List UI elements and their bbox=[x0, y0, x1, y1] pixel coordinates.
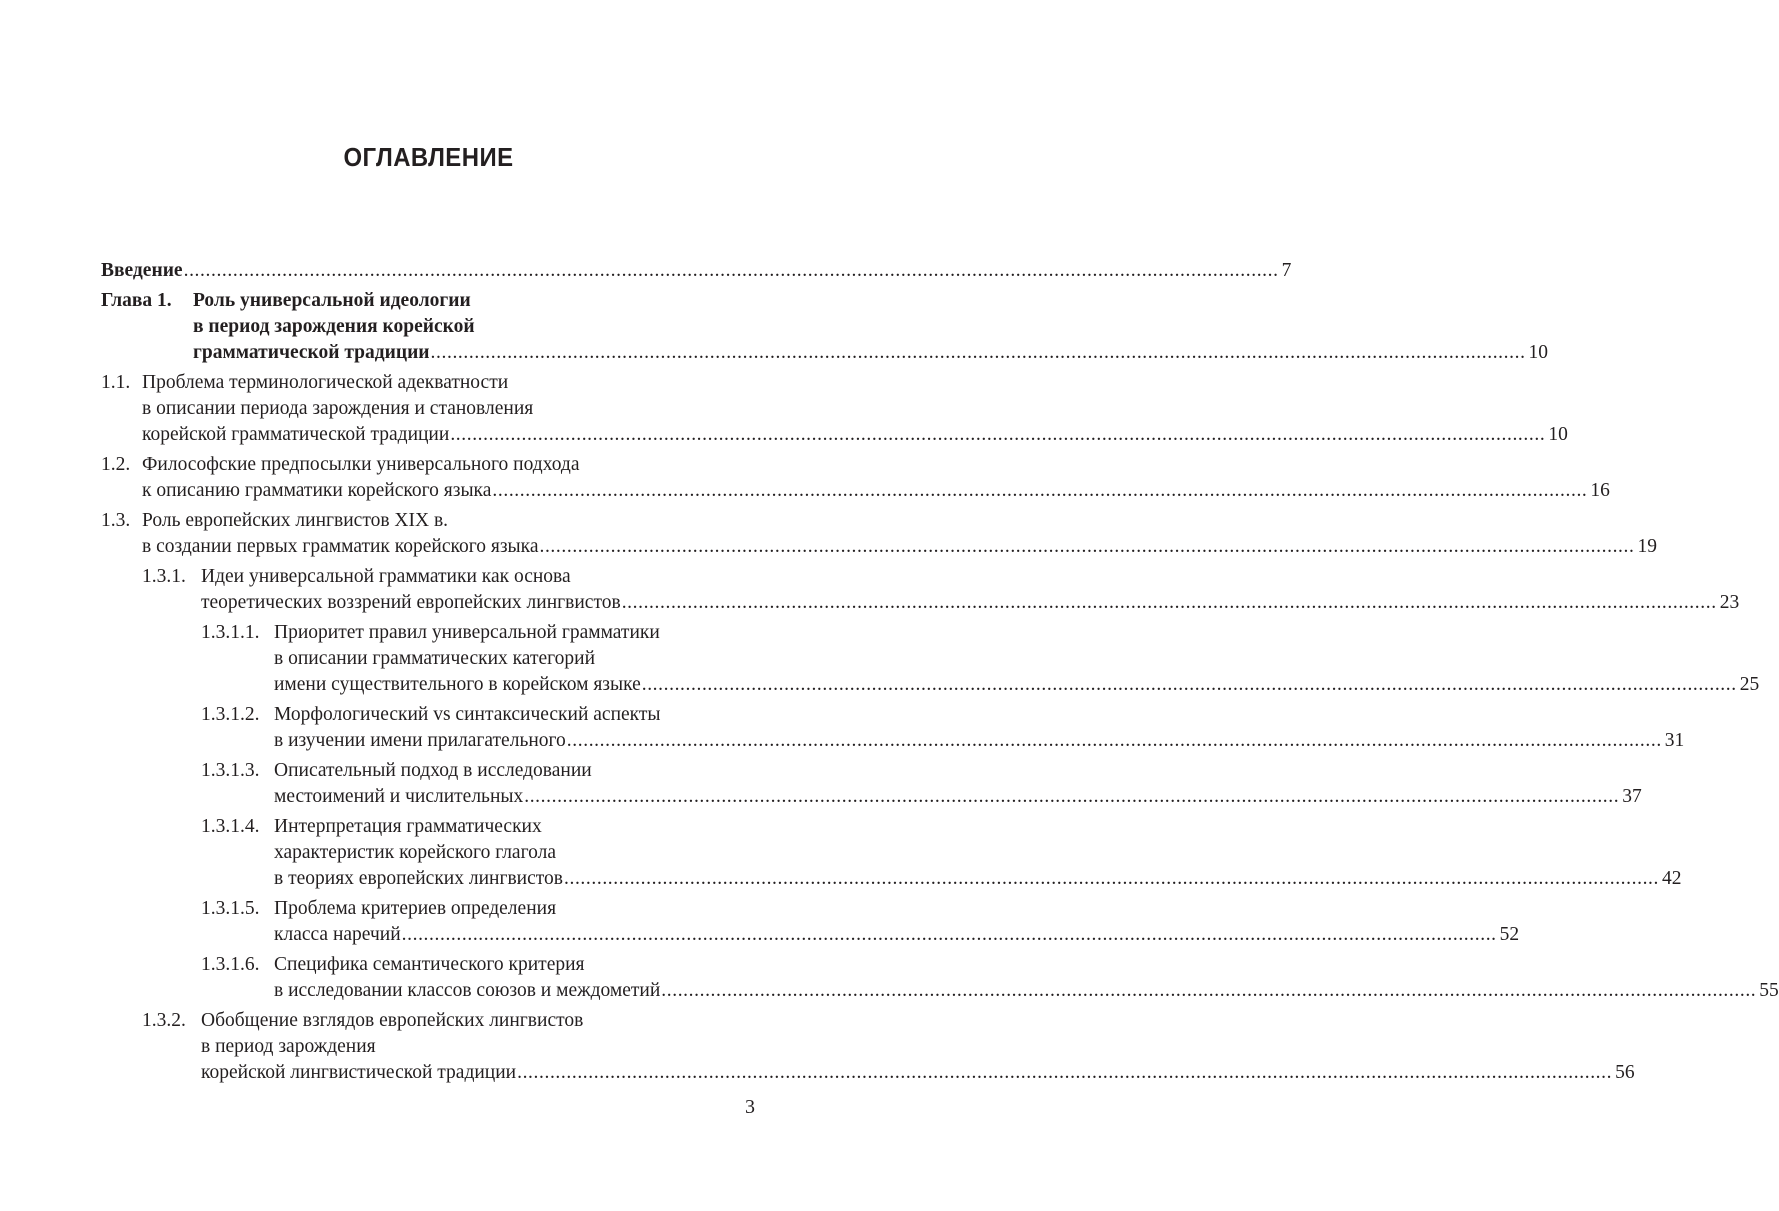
dot-leader: ........................................................................................................................................................................................................ bbox=[641, 674, 1737, 695]
toc-entry-title-line: Проблема терминологической адекватности bbox=[142, 372, 509, 393]
toc-entry-title-line: класса наречий bbox=[274, 924, 401, 945]
toc-entry-number: 1.3.1. bbox=[142, 566, 186, 587]
page-title: ОГЛАВЛЕНИЕ bbox=[343, 142, 514, 172]
dot-leader: ........................................................................................................................................................................................................ bbox=[661, 980, 1757, 1001]
toc-entry-title-line: Философские предпосылки универсального подхода bbox=[142, 454, 580, 475]
toc-entry-title-line: Морфологический vs синтаксический аспекты bbox=[274, 704, 661, 725]
toc-entry-number: 1.3.1.1. bbox=[201, 622, 260, 643]
toc-entry[interactable] bbox=[101, 620, 1760, 698]
toc-entry-title-line: Описательный подход в исследовании bbox=[274, 760, 592, 781]
dot-leader: ........................................................................................................................................................................................................ bbox=[401, 924, 1497, 945]
dot-leader: ........................................................................................................................................................................................................ bbox=[450, 424, 1546, 445]
toc-entry[interactable] bbox=[101, 564, 1740, 616]
toc-entry[interactable] bbox=[101, 896, 1520, 948]
toc-entry-number: 1.3.1.2. bbox=[201, 704, 260, 725]
dot-leader: ........................................................................................................................................................................................................ bbox=[517, 1062, 1613, 1083]
dot-leader: ........................................................................................................................................................................................................ bbox=[564, 868, 1659, 889]
dot-leader: ........................................................................................................................................................................................................ bbox=[430, 342, 1526, 363]
toc-entry-title-line: в исследовании классов союзов и междометий bbox=[274, 980, 661, 1001]
toc-entry-page: 52 bbox=[1499, 924, 1520, 945]
toc-entry-page: 25 bbox=[1739, 674, 1760, 695]
toc-entry-title-line: корейской лингвистической традиции bbox=[201, 1062, 517, 1083]
toc-entry-page: 16 bbox=[1590, 480, 1610, 501]
toc-entry-title-line: в описании грамматических категорий bbox=[274, 648, 596, 669]
toc-entry-title-line: в описании периода зарождения и становления bbox=[142, 398, 534, 419]
toc-entry-page: 55 bbox=[1759, 980, 1779, 1001]
toc-entry[interactable] bbox=[101, 1008, 1635, 1086]
toc-entry-number: 1.3.1.6. bbox=[201, 954, 260, 975]
toc-entry-title-line: характеристик корейского глагола bbox=[274, 842, 556, 863]
toc-entry-title-line: в теориях европейских лингвистов bbox=[274, 868, 563, 889]
dot-leader: ........................................................................................................................................................................................................ bbox=[524, 786, 1620, 807]
toc-entry-number: 1.3.1.3. bbox=[201, 760, 260, 781]
toc-entry-number: 1.3.1.4. bbox=[201, 816, 260, 837]
toc-entry-title-line: к описанию грамматики корейского языка bbox=[142, 480, 492, 501]
toc-entry-title-line: Введение bbox=[101, 260, 183, 281]
toc-entry-title-line: Обобщение взглядов европейских лингвистов bbox=[201, 1010, 584, 1031]
toc-entry-page: 37 bbox=[1622, 786, 1642, 807]
toc-entry-number: 1.3.2. bbox=[142, 1010, 186, 1031]
toc-entry[interactable] bbox=[101, 952, 1779, 1004]
toc-entry-number: 1.3.1.5. bbox=[201, 898, 260, 919]
dot-leader: ........................................................................................................................................................................................................ bbox=[566, 730, 1662, 751]
toc-entry-page: 31 bbox=[1664, 730, 1685, 751]
dot-leader: ........................................................................................................................................................................................................ bbox=[621, 592, 1717, 613]
toc-entry-title-line: Проблема критериев определения bbox=[274, 898, 557, 919]
toc-entry-number: 1.2. bbox=[101, 454, 131, 475]
toc-entry-title-line: в период зарождения корейской bbox=[193, 316, 475, 337]
toc-entry-title-line: в период зарождения bbox=[201, 1036, 376, 1057]
toc-entry-title-line: Роль европейских лингвистов XIX в. bbox=[142, 510, 449, 531]
toc-entry[interactable] bbox=[101, 758, 1642, 810]
toc-entry-title-line: в создании первых грамматик корейского языка bbox=[142, 536, 539, 557]
toc-entry-page: 56 bbox=[1615, 1062, 1635, 1083]
page-number: 3 bbox=[745, 1096, 755, 1118]
toc-entry-page: 10 bbox=[1528, 342, 1549, 363]
toc-entry-title-line: Приоритет правил универсальной грамматики bbox=[274, 622, 660, 643]
toc-entry-title-line: Интерпретация грамматических bbox=[274, 816, 542, 837]
toc-entry[interactable] bbox=[101, 452, 1610, 504]
toc-entry-title-line: Роль универсальной идеологии bbox=[193, 290, 471, 311]
toc-entry-title-line: местоимений и числительных bbox=[274, 786, 524, 807]
toc-entry-page: 42 bbox=[1662, 868, 1682, 889]
toc-entry[interactable] bbox=[101, 258, 1292, 284]
toc-entry-number: 1.3. bbox=[101, 510, 131, 531]
toc-entry-title-line: теоретических воззрений европейских лингвистов bbox=[201, 592, 621, 613]
toc-entry[interactable] bbox=[101, 288, 1549, 366]
toc-entry-title-line: Идеи универсальной грамматики как основа bbox=[201, 566, 571, 587]
toc-entry-page: 23 bbox=[1719, 592, 1740, 613]
toc-entry-page: 7 bbox=[1281, 260, 1292, 281]
toc-entry[interactable] bbox=[101, 508, 1657, 560]
toc-entry-number: Глава 1. bbox=[101, 290, 172, 311]
toc-entry-page: 19 bbox=[1637, 536, 1657, 557]
toc-entry-title-line: корейской грамматической традиции bbox=[142, 424, 450, 445]
dot-leader: ........................................................................................................................................................................................................ bbox=[539, 536, 1635, 557]
toc-entry-page: 10 bbox=[1548, 424, 1568, 445]
toc-entry-title-line: в изучении имени прилагательного bbox=[274, 730, 566, 751]
toc-entry[interactable] bbox=[101, 814, 1682, 892]
toc-entry[interactable] bbox=[101, 370, 1568, 448]
toc-entry[interactable] bbox=[101, 702, 1685, 754]
toc-entry-number: 1.1. bbox=[101, 372, 131, 393]
toc-entry-title-line: Специфика семантического критерия bbox=[274, 954, 585, 975]
dot-leader: ........................................................................................................................................................................................................ bbox=[183, 260, 1279, 281]
toc-entry-title-line: грамматической традиции bbox=[193, 342, 430, 363]
toc-entry-title-line: имени существительного в корейском языке bbox=[274, 674, 641, 695]
table-of-contents bbox=[101, 258, 1779, 1090]
dot-leader: ........................................................................................................................................................................................................ bbox=[492, 480, 1588, 501]
